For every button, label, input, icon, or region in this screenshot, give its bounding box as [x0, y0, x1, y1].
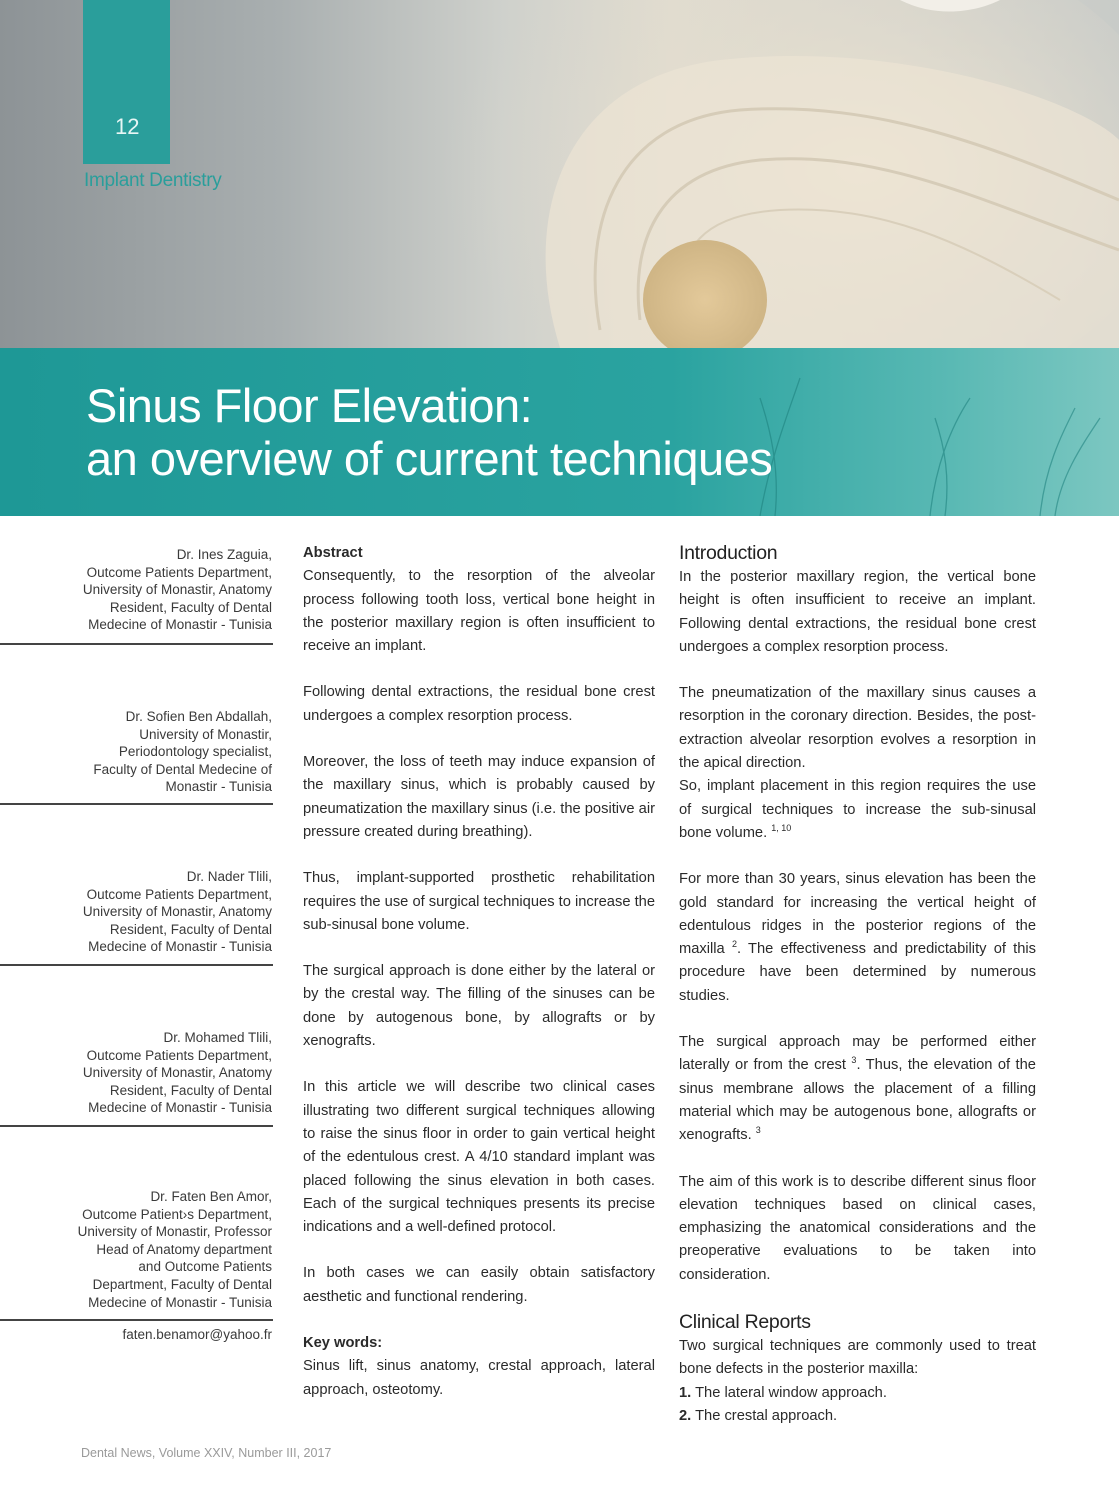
introduction-column: [679, 540, 1036, 1428]
abstract-paragraph: Thus, implant-supported prosthetic rehabilitation requires the use of surgical techniques to increase the sub-sinusal bone volume.: [303, 870, 655, 933]
page-number-tab: [83, 0, 170, 164]
abstract-paragraph: In both cases we can easily obtain satisfactory aesthetic and functional rendering.: [303, 1265, 655, 1305]
hero-photo: [0, 0, 1119, 348]
article-title-line-2: an overview of current techniques: [86, 432, 773, 485]
abstract-paragraph: In this article we will describe two clinical cases illustrating two different surgical techniques allowing to raise the sinus floor in order to gain vertical height of the edentulous crest. A 4/10 standard implant was placed following the sinus elevation in both cases. Each of the surgical techniques presents its precise indications and a well-defined protocol.: [303, 1079, 655, 1236]
author-line: Dr. Sofien Ben Abdallah,: [125, 709, 272, 724]
intro-text: . Thus, the elevation of the sinus membrane allows the placement of a filling material which may be autogenous bone, allografts or xenografts.: [679, 1057, 1036, 1144]
author-divider: [0, 803, 273, 805]
list-text: The lateral window approach.: [691, 1384, 887, 1401]
author-divider: [0, 964, 273, 966]
author-line: Dr. Nader Tlili,: [186, 869, 272, 884]
abstract-paragraph: The surgical approach is done either by the lateral or by the crestal way. The filling of the sinuses can be done by autogenous bone, by allografts or by xenografts.: [303, 963, 655, 1050]
intro-paragraph: In the posterior maxillary region, the vertical bone height is often insufficient to receive an implant. Following dental extractions, the residual bone crest undergoes a complex resorption process.: [679, 569, 1036, 655]
author-line: University of Monastir, Anatomy: [82, 904, 272, 920]
list-item: [679, 1405, 1036, 1428]
author-line: Monastir - Tunisia: [165, 779, 272, 795]
reference-mark: 1, 10: [771, 823, 792, 834]
author-line: Dr. Ines Zaguia,: [176, 547, 272, 562]
intro-text: . The effectiveness and predictability of this procedure have been determined by numerous studies.: [679, 941, 1036, 1004]
intro-text: For more than 30 years, sinus elevation has been the gold standard for increasing the vertical height of edentulous ridges in the posterior regions of the maxilla: [679, 871, 1036, 958]
author-line: Resident, Faculty of Dental: [109, 1082, 272, 1098]
author-block-4: [32, 1029, 272, 1117]
page-footer: Dental News, Volume XXIV, Number III, 2017: [81, 1446, 332, 1460]
author-line: Medecine of Monastir - Tunisia: [88, 617, 272, 633]
keywords-text: Sinus lift, sinus anatomy, crestal approach, lateral approach, osteotomy.: [303, 1358, 655, 1398]
article-title-line-1: Sinus Floor Elevation:: [86, 379, 533, 432]
author-block-2: [32, 708, 272, 796]
reference-mark: 2: [731, 939, 737, 950]
introduction-heading: Introduction: [679, 542, 778, 564]
author-divider: [0, 1125, 273, 1127]
author-divider: [0, 1319, 273, 1321]
intro-text: The surgical approach may be performed either laterally or from the crest: [679, 1034, 1036, 1074]
author-line: University of Monastir,: [139, 726, 272, 742]
abstract-paragraph: Moreover, the loss of teeth may induce expansion of the maxillary sinus, which is probably caused by pneumatization the maxillary sinus (i.e. the positive air pressure created during breathing).: [303, 754, 655, 840]
author-email: faten.benamor@yahoo.fr: [122, 1327, 272, 1342]
intro-paragraph: [679, 868, 1036, 1008]
author-line: Periodontology specialist,: [118, 744, 272, 760]
keywords-heading: Key words:: [303, 1335, 383, 1352]
intro-paragraph: [679, 775, 1036, 845]
intro-paragraph: The pneumatization of the maxillary sinus causes a resorption in the coronary direction. Besides, the post-extraction alveolar resorption evolves a resorption in the apical direction.: [679, 685, 1036, 772]
reference-mark: 3: [851, 1055, 857, 1066]
abstract-paragraph: Consequently, to the resorption of the alveolar process following tooth loss, vertical bone height in the posterior maxillary region is often insufficient to receive an implant.: [303, 568, 655, 655]
list-text: The crestal approach.: [691, 1407, 838, 1424]
author-line: Department, Faculty of Dental: [92, 1276, 272, 1292]
intro-paragraph: The aim of this work is to describe different sinus floor elevation techniques based on clinical cases, emphasizing the anatomical considerations and the preoperative evaluations to be taken into consideration.: [679, 1173, 1036, 1283]
author-line: Head of Anatomy department: [96, 1241, 272, 1257]
author-line: Medecine of Monastir - Tunisia: [88, 1294, 272, 1310]
title-band: [0, 348, 1119, 516]
author-line: Outcome Patients Department,: [86, 1047, 272, 1063]
list-number: 2.: [679, 1407, 692, 1424]
author-block-3: [32, 868, 272, 956]
list-item: [679, 1382, 1036, 1405]
list-number: 1.: [679, 1384, 692, 1401]
author-line: and Outcome Patients: [138, 1259, 272, 1275]
author-line: University of Monastir, Anatomy: [82, 1065, 272, 1081]
clinical-reports-intro: Two surgical techniques are commonly used to treat bone defects in the posterior maxilla:: [679, 1338, 1036, 1378]
intro-paragraph: [679, 1031, 1036, 1147]
reference-mark: 3: [755, 1125, 761, 1136]
author-line: Outcome Patient›s Department,: [82, 1206, 272, 1222]
abstract-heading: Abstract: [303, 545, 363, 561]
author-block-1: [32, 546, 272, 634]
author-line: Dr. Faten Ben Amor,: [150, 1189, 272, 1204]
author-line: Faculty of Dental Medecine of: [93, 761, 272, 777]
author-line: Dr. Mohamed Tlili,: [163, 1030, 272, 1045]
abstract-paragraph: Following dental extractions, the residual bone crest undergoes a complex resorption process.: [303, 684, 655, 724]
page-number: 12: [115, 114, 140, 139]
intro-text: So, implant placement in this region requires the use of surgical techniques to increase the sub-sinusal bone volume.: [679, 778, 1036, 841]
section-label: Implant Dentistry: [84, 170, 222, 191]
author-line: Resident, Faculty of Dental: [109, 921, 272, 937]
clinical-reports-heading: Clinical Reports: [679, 1311, 811, 1334]
author-block-5: [32, 1188, 272, 1311]
author-line: University of Monastir, Professor: [77, 1224, 272, 1240]
author-line: Medecine of Monastir - Tunisia: [88, 939, 272, 955]
abstract-column: [303, 542, 655, 1402]
author-line: Resident, Faculty of Dental: [109, 599, 272, 615]
author-line: Outcome Patients Department,: [86, 564, 272, 580]
author-line: Outcome Patients Department,: [86, 886, 272, 902]
author-divider: [0, 643, 273, 645]
author-line: Medecine of Monastir - Tunisia: [88, 1100, 272, 1116]
author-line: University of Monastir, Anatomy: [82, 582, 272, 598]
